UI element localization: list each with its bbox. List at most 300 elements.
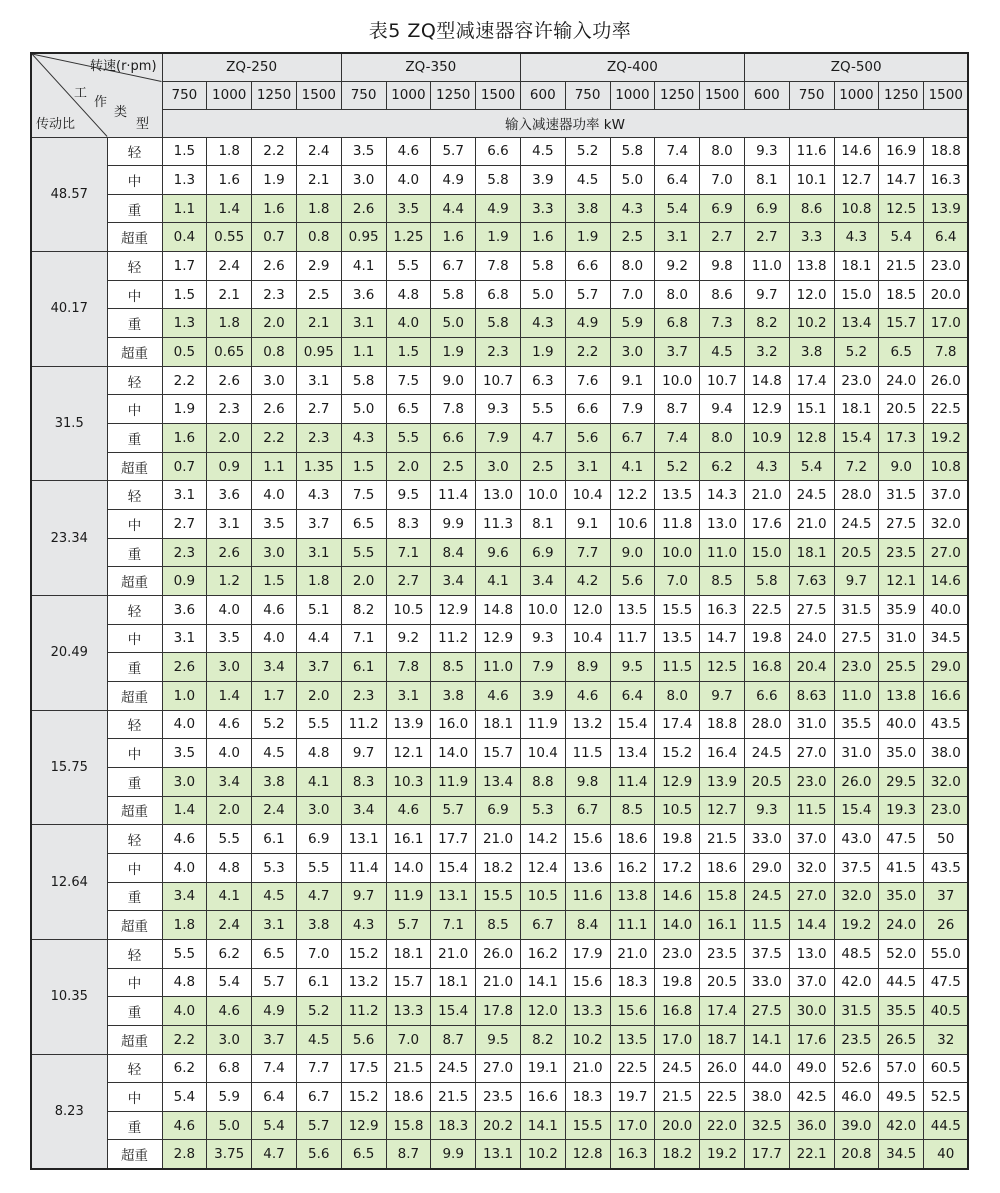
power-value-cell: 11.5 xyxy=(655,653,700,682)
power-value-cell: 5.5 xyxy=(296,853,341,882)
power-value-cell: 5.9 xyxy=(207,1083,252,1112)
power-value-cell: 4.1 xyxy=(207,882,252,911)
power-value-cell: 5.4 xyxy=(207,968,252,997)
power-value-cell: 5.3 xyxy=(252,853,297,882)
power-value-cell: 4.3 xyxy=(520,309,565,338)
power-value-cell: 16.6 xyxy=(924,681,969,710)
power-value-cell: 18.1 xyxy=(789,538,834,567)
power-value-cell: 55.0 xyxy=(924,939,969,968)
power-value-cell: 13.3 xyxy=(565,997,610,1026)
power-value-cell: 11.4 xyxy=(610,767,655,796)
power-value-cell: 9.0 xyxy=(879,452,924,481)
power-value-cell: 5.8 xyxy=(476,309,521,338)
power-value-cell: 23.0 xyxy=(655,939,700,968)
power-value-cell: 9.6 xyxy=(476,538,521,567)
power-value-cell: 7.1 xyxy=(431,911,476,940)
power-value-cell: 11.9 xyxy=(520,710,565,739)
power-value-cell: 15.6 xyxy=(565,968,610,997)
power-value-cell: 10.5 xyxy=(655,796,700,825)
power-value-cell: 5.6 xyxy=(296,1140,341,1169)
work-type-char-4: 型 xyxy=(136,117,150,132)
power-value-cell: 13.2 xyxy=(341,968,386,997)
power-value-cell: 2.1 xyxy=(296,166,341,195)
power-value-cell: 13.5 xyxy=(610,1025,655,1054)
power-value-cell: 10.4 xyxy=(565,481,610,510)
power-value-cell: 6.6 xyxy=(431,424,476,453)
power-value-cell: 13.0 xyxy=(476,481,521,510)
power-value-cell: 3.0 xyxy=(252,366,297,395)
power-value-cell: 3.1 xyxy=(162,624,207,653)
power-value-cell: 16.3 xyxy=(610,1140,655,1169)
table-row xyxy=(31,853,968,882)
power-value-cell: 33.0 xyxy=(744,825,789,854)
power-value-cell: 12.0 xyxy=(565,596,610,625)
work-type-cell: 超重 xyxy=(107,338,162,367)
power-value-cell: 1.1 xyxy=(162,194,207,223)
power-value-cell: 29.0 xyxy=(924,653,969,682)
power-value-cell: 6.7 xyxy=(431,252,476,281)
power-value-cell: 14.1 xyxy=(520,968,565,997)
power-value-cell: 49.5 xyxy=(879,1083,924,1112)
speed-header: 1500 xyxy=(476,81,521,109)
power-value-cell: 1.6 xyxy=(207,166,252,195)
work-type-cell: 轻 xyxy=(107,1054,162,1083)
power-value-cell: 4.3 xyxy=(610,194,655,223)
power-value-cell: 23.5 xyxy=(700,939,745,968)
power-value-cell: 5.5 xyxy=(520,395,565,424)
work-type-cell: 中 xyxy=(107,166,162,195)
power-value-cell: 9.5 xyxy=(386,481,431,510)
power-value-cell: 18.8 xyxy=(700,710,745,739)
power-value-cell: 13.4 xyxy=(834,309,879,338)
table-row xyxy=(31,939,968,968)
power-value-cell: 5.4 xyxy=(879,223,924,252)
work-type-cell: 轻 xyxy=(107,939,162,968)
power-value-cell: 21.0 xyxy=(565,1054,610,1083)
power-value-cell: 10.7 xyxy=(700,366,745,395)
power-value-cell: 13.8 xyxy=(789,252,834,281)
power-value-cell: 15.2 xyxy=(341,939,386,968)
power-value-cell: 12.9 xyxy=(655,767,700,796)
power-value-cell: 12.9 xyxy=(476,624,521,653)
power-value-cell: 10.2 xyxy=(520,1140,565,1169)
table-row xyxy=(31,997,968,1026)
power-value-cell: 7.9 xyxy=(610,395,655,424)
power-value-cell: 14.6 xyxy=(655,882,700,911)
power-value-cell: 5.7 xyxy=(565,280,610,309)
power-value-cell: 10.5 xyxy=(520,882,565,911)
power-value-cell: 10.4 xyxy=(565,624,610,653)
power-value-cell: 11.0 xyxy=(476,653,521,682)
power-value-cell: 24.5 xyxy=(744,739,789,768)
work-type-char-3: 类 xyxy=(114,105,128,120)
table-row xyxy=(31,538,968,567)
table-row xyxy=(31,911,968,940)
power-value-cell: 19.8 xyxy=(744,624,789,653)
power-value-cell: 6.4 xyxy=(610,681,655,710)
power-value-cell: 6.1 xyxy=(296,968,341,997)
power-value-cell: 1.8 xyxy=(207,309,252,338)
ratio-cell: 20.49 xyxy=(31,596,107,711)
table-row xyxy=(31,1140,968,1169)
power-value-cell: 18.6 xyxy=(610,825,655,854)
power-value-cell: 12.9 xyxy=(341,1111,386,1140)
table-row xyxy=(31,338,968,367)
table-row xyxy=(31,825,968,854)
power-value-cell: 18.1 xyxy=(476,710,521,739)
power-value-cell: 8.4 xyxy=(565,911,610,940)
power-label: 输入减速器功率 kW xyxy=(162,109,968,137)
power-value-cell: 4.6 xyxy=(252,596,297,625)
power-value-cell: 11.2 xyxy=(341,710,386,739)
power-value-cell: 16.8 xyxy=(655,997,700,1026)
power-value-cell: 37 xyxy=(924,882,969,911)
power-value-cell: 5.8 xyxy=(341,366,386,395)
power-value-cell: 21.0 xyxy=(789,510,834,539)
table-row xyxy=(31,624,968,653)
power-value-cell: 8.3 xyxy=(386,510,431,539)
power-value-cell: 8.0 xyxy=(700,424,745,453)
power-value-cell: 27.5 xyxy=(879,510,924,539)
power-value-cell: 21.5 xyxy=(386,1054,431,1083)
power-value-cell: 15.0 xyxy=(834,280,879,309)
power-value-cell: 19.2 xyxy=(700,1140,745,1169)
power-value-cell: 2.0 xyxy=(207,424,252,453)
power-value-cell: 18.1 xyxy=(834,252,879,281)
power-value-cell: 9.7 xyxy=(744,280,789,309)
table-row xyxy=(31,710,968,739)
power-value-cell: 5.7 xyxy=(252,968,297,997)
power-value-cell: 1.9 xyxy=(565,223,610,252)
power-value-cell: 4.0 xyxy=(162,997,207,1026)
power-value-cell: 33.0 xyxy=(744,968,789,997)
power-value-cell: 24.0 xyxy=(879,911,924,940)
power-value-cell: 17.8 xyxy=(476,997,521,1026)
work-type-cell: 重 xyxy=(107,194,162,223)
power-value-cell: 4.0 xyxy=(386,309,431,338)
power-value-cell: 2.5 xyxy=(296,280,341,309)
power-value-cell: 5.7 xyxy=(431,796,476,825)
power-value-cell: 14.1 xyxy=(744,1025,789,1054)
power-value-cell: 5.0 xyxy=(610,166,655,195)
power-value-cell: 18.8 xyxy=(924,137,969,166)
power-value-cell: 17.0 xyxy=(924,309,969,338)
power-value-cell: 6.2 xyxy=(207,939,252,968)
power-value-cell: 42.0 xyxy=(879,1111,924,1140)
power-value-cell: 21.0 xyxy=(476,968,521,997)
power-value-cell: 16.8 xyxy=(744,653,789,682)
power-value-cell: 2.2 xyxy=(252,137,297,166)
power-value-cell: 6.5 xyxy=(252,939,297,968)
power-value-cell: 2.3 xyxy=(296,424,341,453)
speed-header: 1500 xyxy=(924,81,969,109)
power-value-cell: 3.75 xyxy=(207,1140,252,1169)
power-value-cell: 2.9 xyxy=(296,252,341,281)
power-value-cell: 12.0 xyxy=(789,280,834,309)
power-value-cell: 29.0 xyxy=(744,853,789,882)
power-value-cell: 11.0 xyxy=(834,681,879,710)
work-type-cell: 超重 xyxy=(107,452,162,481)
power-value-cell: 10.8 xyxy=(834,194,879,223)
power-value-cell: 6.7 xyxy=(520,911,565,940)
power-value-cell: 8.9 xyxy=(565,653,610,682)
power-value-cell: 10.2 xyxy=(789,309,834,338)
power-value-cell: 0.9 xyxy=(162,567,207,596)
power-value-cell: 6.6 xyxy=(744,681,789,710)
power-value-cell: 10.0 xyxy=(655,538,700,567)
power-value-cell: 31.5 xyxy=(879,481,924,510)
power-value-cell: 16.1 xyxy=(700,911,745,940)
table-row xyxy=(31,366,968,395)
power-value-cell: 5.2 xyxy=(655,452,700,481)
power-value-cell: 1.4 xyxy=(207,194,252,223)
power-value-cell: 15.4 xyxy=(834,796,879,825)
power-value-cell: 40 xyxy=(924,1140,969,1169)
power-value-cell: 24.0 xyxy=(789,624,834,653)
power-value-cell: 2.7 xyxy=(296,395,341,424)
power-value-cell: 22.5 xyxy=(744,596,789,625)
power-value-cell: 25.5 xyxy=(879,653,924,682)
power-value-cell: 16.3 xyxy=(924,166,969,195)
power-value-cell: 17.5 xyxy=(341,1054,386,1083)
power-value-cell: 4.6 xyxy=(207,997,252,1026)
power-value-cell: 1.7 xyxy=(162,252,207,281)
power-value-cell: 9.0 xyxy=(610,538,655,567)
power-value-cell: 3.8 xyxy=(789,338,834,367)
power-value-cell: 6.1 xyxy=(341,653,386,682)
power-value-cell: 13.1 xyxy=(476,1140,521,1169)
power-value-cell: 6.9 xyxy=(700,194,745,223)
table-title: 表5 ZQ型减速器容许输入功率 xyxy=(368,20,632,42)
power-value-cell: 6.1 xyxy=(252,825,297,854)
power-value-cell: 4.7 xyxy=(296,882,341,911)
work-type-cell: 重 xyxy=(107,309,162,338)
table-row xyxy=(31,567,968,596)
power-value-cell: 8.6 xyxy=(700,280,745,309)
power-value-cell: 7.4 xyxy=(655,424,700,453)
power-value-cell: 4.9 xyxy=(252,997,297,1026)
power-value-cell: 3.0 xyxy=(207,653,252,682)
speed-header: 1000 xyxy=(207,81,252,109)
power-value-cell: 9.2 xyxy=(655,252,700,281)
power-value-cell: 47.5 xyxy=(879,825,924,854)
power-value-cell: 6.4 xyxy=(655,166,700,195)
power-value-cell: 11.2 xyxy=(341,997,386,1026)
power-value-cell: 2.7 xyxy=(162,510,207,539)
power-value-cell: 2.8 xyxy=(162,1140,207,1169)
table-row xyxy=(31,424,968,453)
power-value-cell: 7.5 xyxy=(341,481,386,510)
power-value-cell: 1.9 xyxy=(476,223,521,252)
power-value-cell: 22.5 xyxy=(610,1054,655,1083)
power-value-cell: 42.0 xyxy=(834,968,879,997)
power-value-cell: 4.6 xyxy=(565,681,610,710)
power-value-cell: 3.6 xyxy=(162,596,207,625)
power-value-cell: 3.0 xyxy=(341,166,386,195)
table-body xyxy=(31,137,968,1169)
power-value-cell: 13.9 xyxy=(386,710,431,739)
power-value-cell: 12.7 xyxy=(700,796,745,825)
power-value-cell: 16.3 xyxy=(700,596,745,625)
power-value-cell: 23.0 xyxy=(924,252,969,281)
power-value-cell: 14.4 xyxy=(789,911,834,940)
power-value-cell: 8.2 xyxy=(341,596,386,625)
power-value-cell: 4.8 xyxy=(296,739,341,768)
power-value-cell: 21.5 xyxy=(700,825,745,854)
power-value-cell: 8.7 xyxy=(386,1140,431,1169)
power-value-cell: 1.8 xyxy=(296,194,341,223)
power-value-cell: 27.0 xyxy=(789,882,834,911)
power-value-cell: 16.2 xyxy=(610,853,655,882)
power-value-cell: 3.8 xyxy=(565,194,610,223)
power-value-cell: 10.5 xyxy=(386,596,431,625)
ratio-cell: 40.17 xyxy=(31,252,107,367)
power-value-cell: 1.9 xyxy=(162,395,207,424)
power-value-cell: 3.5 xyxy=(252,510,297,539)
power-value-cell: 11.5 xyxy=(744,911,789,940)
power-value-cell: 6.5 xyxy=(341,1140,386,1169)
work-type-cell: 轻 xyxy=(107,481,162,510)
power-value-cell: 19.3 xyxy=(879,796,924,825)
power-value-cell: 4.0 xyxy=(162,853,207,882)
power-value-cell: 8.5 xyxy=(610,796,655,825)
power-value-cell: 1.7 xyxy=(252,681,297,710)
work-type-cell: 中 xyxy=(107,510,162,539)
power-value-cell: 41.5 xyxy=(879,853,924,882)
power-value-cell: 1.9 xyxy=(431,338,476,367)
speed-header: 1000 xyxy=(386,81,431,109)
table-row xyxy=(31,166,968,195)
power-value-cell: 23.0 xyxy=(834,653,879,682)
power-value-cell: 15.5 xyxy=(476,882,521,911)
power-value-cell: 44.0 xyxy=(744,1054,789,1083)
table-row xyxy=(31,596,968,625)
power-value-cell: 11.9 xyxy=(431,767,476,796)
power-value-cell: 15.4 xyxy=(431,853,476,882)
power-value-cell: 1.1 xyxy=(252,452,297,481)
power-value-cell: 13.4 xyxy=(476,767,521,796)
power-value-cell: 7.1 xyxy=(386,538,431,567)
power-value-cell: 21.0 xyxy=(610,939,655,968)
work-type-cell: 超重 xyxy=(107,1140,162,1169)
power-value-cell: 27.5 xyxy=(834,624,879,653)
table-row xyxy=(31,1083,968,1112)
power-value-cell: 1.5 xyxy=(252,567,297,596)
power-value-cell: 3.5 xyxy=(207,624,252,653)
power-value-cell: 8.0 xyxy=(655,280,700,309)
speed-header: 1250 xyxy=(655,81,700,109)
power-value-cell: 4.0 xyxy=(386,166,431,195)
power-value-cell: 0.65 xyxy=(207,338,252,367)
power-value-cell: 6.7 xyxy=(565,796,610,825)
power-value-cell: 5.8 xyxy=(610,137,655,166)
power-value-cell: 6.9 xyxy=(476,796,521,825)
power-value-cell: 9.7 xyxy=(341,882,386,911)
power-value-cell: 4.9 xyxy=(565,309,610,338)
table-row xyxy=(31,1025,968,1054)
power-value-cell: 14.6 xyxy=(924,567,969,596)
work-type-cell: 超重 xyxy=(107,1025,162,1054)
power-value-cell: 4.3 xyxy=(834,223,879,252)
power-value-cell: 13.8 xyxy=(879,681,924,710)
power-value-cell: 1.6 xyxy=(162,424,207,453)
power-value-cell: 23.0 xyxy=(924,796,969,825)
power-value-cell: 21.5 xyxy=(879,252,924,281)
power-value-cell: 0.95 xyxy=(296,338,341,367)
power-value-cell: 6.2 xyxy=(700,452,745,481)
power-value-cell: 17.6 xyxy=(744,510,789,539)
power-value-cell: 8.6 xyxy=(789,194,834,223)
work-type-cell: 重 xyxy=(107,653,162,682)
power-value-cell: 4.1 xyxy=(341,252,386,281)
power-value-cell: 24.5 xyxy=(834,510,879,539)
power-value-cell: 10.2 xyxy=(565,1025,610,1054)
power-value-cell: 7.1 xyxy=(341,624,386,653)
power-value-cell: 3.9 xyxy=(520,681,565,710)
power-value-cell: 12.8 xyxy=(789,424,834,453)
power-value-cell: 13.3 xyxy=(386,997,431,1026)
power-value-cell: 5.0 xyxy=(341,395,386,424)
power-value-cell: 2.7 xyxy=(700,223,745,252)
power-value-cell: 2.6 xyxy=(162,653,207,682)
power-value-cell: 4.4 xyxy=(296,624,341,653)
power-value-cell: 0.5 xyxy=(162,338,207,367)
power-value-cell: 0.7 xyxy=(162,452,207,481)
power-value-cell: 4.6 xyxy=(476,681,521,710)
power-value-cell: 4.6 xyxy=(162,825,207,854)
power-value-cell: 10.3 xyxy=(386,767,431,796)
power-value-cell: 6.4 xyxy=(252,1083,297,1112)
power-value-cell: 3.0 xyxy=(207,1025,252,1054)
power-value-cell: 3.0 xyxy=(252,538,297,567)
power-value-cell: 9.5 xyxy=(476,1025,521,1054)
power-value-cell: 14.6 xyxy=(834,137,879,166)
power-value-cell: 13.1 xyxy=(341,825,386,854)
power-value-cell: 2.1 xyxy=(207,280,252,309)
power-value-cell: 52.6 xyxy=(834,1054,879,1083)
power-value-cell: 0.7 xyxy=(252,223,297,252)
power-value-cell: 3.1 xyxy=(296,538,341,567)
power-value-cell: 18.2 xyxy=(476,853,521,882)
power-value-cell: 8.1 xyxy=(744,166,789,195)
power-value-cell: 6.9 xyxy=(744,194,789,223)
power-value-cell: 16.2 xyxy=(520,939,565,968)
power-value-cell: 27.5 xyxy=(789,596,834,625)
power-value-cell: 7.8 xyxy=(924,338,969,367)
table-row xyxy=(31,223,968,252)
power-value-cell: 5.4 xyxy=(655,194,700,223)
ratio-cell: 8.23 xyxy=(31,1054,107,1169)
power-value-cell: 12.9 xyxy=(744,395,789,424)
power-value-cell: 3.1 xyxy=(565,452,610,481)
power-value-cell: 1.35 xyxy=(296,452,341,481)
power-value-cell: 4.0 xyxy=(207,596,252,625)
power-value-cell: 49.0 xyxy=(789,1054,834,1083)
power-value-cell: 6.7 xyxy=(296,1083,341,1112)
table-row xyxy=(31,1111,968,1140)
power-value-cell: 24.5 xyxy=(789,481,834,510)
power-value-cell: 18.1 xyxy=(834,395,879,424)
power-value-cell: 4.5 xyxy=(520,137,565,166)
power-value-cell: 8.0 xyxy=(610,252,655,281)
work-type-cell: 重 xyxy=(107,767,162,796)
power-value-cell: 10.4 xyxy=(520,739,565,768)
power-value-cell: 3.1 xyxy=(162,481,207,510)
ratio-cell: 15.75 xyxy=(31,710,107,825)
power-value-cell: 16.4 xyxy=(700,739,745,768)
power-value-cell: 4.9 xyxy=(431,166,476,195)
power-value-cell: 7.4 xyxy=(655,137,700,166)
